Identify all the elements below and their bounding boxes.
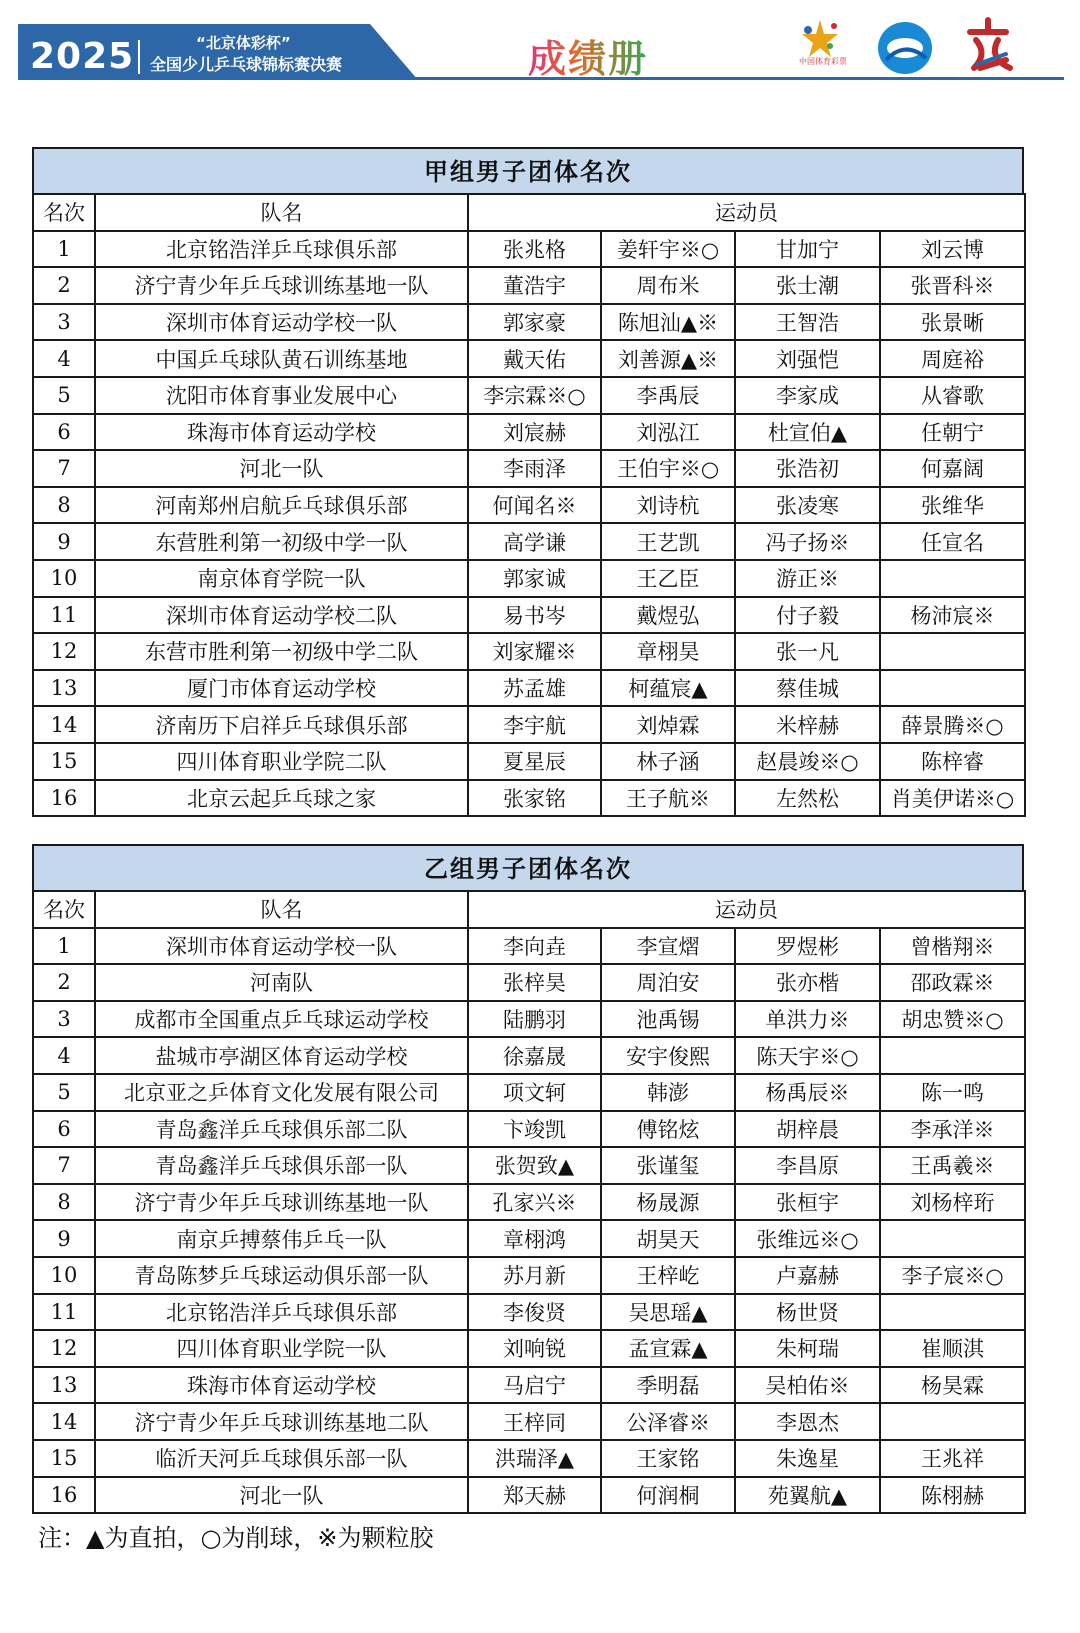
player-cell: 杨昊霖 xyxy=(880,1367,1025,1404)
sports-lottery-logo-icon xyxy=(790,16,850,76)
rank-header: 名次 xyxy=(33,194,95,231)
rank-cell: 15 xyxy=(33,743,95,780)
table-row xyxy=(33,1074,1025,1111)
rank-cell: 4 xyxy=(33,340,95,377)
player-cell: 王兆祥 xyxy=(880,1440,1025,1477)
team-name-cell: 北京亚之乒体育文化发展有限公司 xyxy=(95,1074,468,1111)
player-cell: 柯蕴宸▲ xyxy=(601,670,735,707)
player-cell: 任宣名 xyxy=(880,523,1025,560)
team-name-cell: 北京云起乒乓球之家 xyxy=(95,780,468,817)
player-cell: 季明磊 xyxy=(601,1367,735,1404)
table-row xyxy=(33,267,1025,304)
table-row xyxy=(33,450,1025,487)
table-row xyxy=(33,1403,1025,1440)
player-cell: 张贺致▲ xyxy=(468,1147,601,1184)
rank-cell: 13 xyxy=(33,670,95,707)
table-row xyxy=(33,1294,1025,1331)
player-cell: 何嘉阔 xyxy=(880,450,1025,487)
player-cell: 王家铭 xyxy=(601,1440,735,1477)
player-cell: 周庭裕 xyxy=(880,340,1025,377)
player-cell: 刘云博 xyxy=(880,231,1025,268)
table-row xyxy=(33,1220,1025,1257)
player-cell: 池禹锡 xyxy=(601,1001,735,1038)
player-cell: 安宇俊熙 xyxy=(601,1037,735,1074)
player-cell: 李承洋※ xyxy=(880,1111,1025,1148)
table-row xyxy=(33,231,1025,268)
table-row xyxy=(33,560,1025,597)
table-row xyxy=(33,928,1025,965)
player-cell: 姜轩宇※○ xyxy=(601,231,735,268)
rank-cell: 4 xyxy=(33,1037,95,1074)
player-cell: 公泽睿※ xyxy=(601,1403,735,1440)
player-cell: 周泊安 xyxy=(601,964,735,1001)
table-row xyxy=(33,1477,1025,1514)
group-b-table xyxy=(32,890,1026,1514)
player-cell xyxy=(880,560,1025,597)
legend-note: 注：▲为直拍，○为削球，※为颗粒胶 xyxy=(38,1524,434,1552)
event-cup-name: “北京体彩杯” xyxy=(196,34,291,52)
group-a-section xyxy=(32,147,1024,817)
player-cell: 韩澎 xyxy=(601,1074,735,1111)
team-name-cell: 济宁青少年乒乓球训练基地二队 xyxy=(95,1403,468,1440)
player-cell: 董浩宇 xyxy=(468,267,601,304)
table-row xyxy=(33,414,1025,451)
player-cell: 卞竣凯 xyxy=(468,1111,601,1148)
table-row xyxy=(33,964,1025,1001)
team-name-cell: 深圳市体育运动学校二队 xyxy=(95,597,468,634)
player-cell: 陈栩赫 xyxy=(880,1477,1025,1514)
player-cell: 张晋科※ xyxy=(880,267,1025,304)
player-cell: 任朝宁 xyxy=(880,414,1025,451)
table-row xyxy=(33,1367,1025,1404)
player-cell: 王乙臣 xyxy=(601,560,735,597)
player-cell: 张一凡 xyxy=(735,633,880,670)
player-cell: 陈梓睿 xyxy=(880,743,1025,780)
team-name-cell: 南京体育学院一队 xyxy=(95,560,468,597)
player-cell: 项文轲 xyxy=(468,1074,601,1111)
rank-cell: 5 xyxy=(33,377,95,414)
rank-cell: 14 xyxy=(33,706,95,743)
team-name-cell: 北京铭浩洋乒乓球俱乐部 xyxy=(95,1294,468,1331)
player-cell: 张士潮 xyxy=(735,267,880,304)
rank-cell: 12 xyxy=(33,1330,95,1367)
player-cell: 李昌原 xyxy=(735,1147,880,1184)
rank-cell: 3 xyxy=(33,1001,95,1038)
player-cell: 陆鹏羽 xyxy=(468,1001,601,1038)
player-cell: 戴天佑 xyxy=(468,340,601,377)
player-cell: 刘家耀※ xyxy=(468,633,601,670)
group-a-title: 甲组男子团体名次 xyxy=(32,147,1024,193)
player-cell: 张谨玺 xyxy=(601,1147,735,1184)
player-cell: 李家成 xyxy=(735,377,880,414)
player-cell xyxy=(880,1403,1025,1440)
player-cell: 孔家兴※ xyxy=(468,1184,601,1221)
rank-cell: 2 xyxy=(33,964,95,1001)
player-cell: 崔顺淇 xyxy=(880,1330,1025,1367)
table-row xyxy=(33,706,1025,743)
player-cell: 朱柯瑞 xyxy=(735,1330,880,1367)
team-name-cell: 四川体育职业学院二队 xyxy=(95,743,468,780)
player-cell: 游正※ xyxy=(735,560,880,597)
player-cell: 胡梓晨 xyxy=(735,1111,880,1148)
header-banner xyxy=(18,14,1064,86)
player-cell: 刘强恺 xyxy=(735,340,880,377)
player-cell: 吴柏佑※ xyxy=(735,1367,880,1404)
player-cell: 王子航※ xyxy=(601,780,735,817)
player-cell: 刘诗杭 xyxy=(601,487,735,524)
player-cell xyxy=(880,1220,1025,1257)
player-cell: 王智浩 xyxy=(735,304,880,341)
player-cell: 张桓宇 xyxy=(735,1184,880,1221)
player-cell: 林子涵 xyxy=(601,743,735,780)
player-cell: 杨禹辰※ xyxy=(735,1074,880,1111)
player-cell: 李俊贤 xyxy=(468,1294,601,1331)
player-cell: 王梓屹 xyxy=(601,1257,735,1294)
player-cell: 付子毅 xyxy=(735,597,880,634)
banner-divider-line xyxy=(398,77,1064,80)
rank-cell: 6 xyxy=(33,414,95,451)
player-cell: 陈天宇※○ xyxy=(735,1037,880,1074)
rank-header: 名次 xyxy=(33,891,95,928)
table-row xyxy=(33,340,1025,377)
table-row xyxy=(33,377,1025,414)
player-cell xyxy=(880,633,1025,670)
table-row xyxy=(33,523,1025,560)
calligraphy-emblem-icon xyxy=(958,14,1018,74)
player-cell xyxy=(880,670,1025,707)
player-cell: 何润桐 xyxy=(601,1477,735,1514)
rank-cell: 16 xyxy=(33,1477,95,1514)
player-cell: 章栩鸿 xyxy=(468,1220,601,1257)
team-name-cell: 东营市胜利第一初级中学二队 xyxy=(95,633,468,670)
team-header: 队名 xyxy=(95,194,468,231)
player-cell: 苏孟雄 xyxy=(468,670,601,707)
rank-cell: 11 xyxy=(33,597,95,634)
page-title: 成绩册 xyxy=(528,28,648,83)
player-cell: 刘善源▲※ xyxy=(601,340,735,377)
rank-cell: 3 xyxy=(33,304,95,341)
player-cell: 张景晰 xyxy=(880,304,1025,341)
table-row xyxy=(33,1330,1025,1367)
player-cell: 王艺凯 xyxy=(601,523,735,560)
rank-cell: 5 xyxy=(33,1074,95,1111)
team-name-cell: 珠海市体育运动学校 xyxy=(95,414,468,451)
event-year: 2025 xyxy=(30,36,135,77)
group-b-section xyxy=(32,844,1024,1514)
player-cell: 张维华 xyxy=(880,487,1025,524)
group-b-title: 乙组男子团体名次 xyxy=(32,844,1024,890)
rank-cell: 8 xyxy=(33,1184,95,1221)
player-cell: 朱逸星 xyxy=(735,1440,880,1477)
player-cell: 陈旭汕▲※ xyxy=(601,304,735,341)
player-cell: 赵晨竣※○ xyxy=(735,743,880,780)
rank-cell: 12 xyxy=(33,633,95,670)
player-cell: 王伯宇※○ xyxy=(601,450,735,487)
player-cell: 罗煜彬 xyxy=(735,928,880,965)
team-name-cell: 成都市全国重点乒乓球运动学校 xyxy=(95,1001,468,1038)
player-cell: 章栩昊 xyxy=(601,633,735,670)
player-cell: 张亦楷 xyxy=(735,964,880,1001)
team-name-cell: 青岛陈梦乒乓球运动俱乐部一队 xyxy=(95,1257,468,1294)
team-name-cell: 青岛鑫洋乒乓球俱乐部二队 xyxy=(95,1111,468,1148)
rank-cell: 9 xyxy=(33,1220,95,1257)
player-cell: 张兆格 xyxy=(468,231,601,268)
rank-cell: 7 xyxy=(33,450,95,487)
player-cell: 刘杨梓珩 xyxy=(880,1184,1025,1221)
group-b-header-row xyxy=(33,891,1025,928)
player-cell: 杨世贤 xyxy=(735,1294,880,1331)
team-name-cell: 中国乒乓球队黄石训练基地 xyxy=(95,340,468,377)
table-row xyxy=(33,743,1025,780)
player-cell: 苑翼航▲ xyxy=(735,1477,880,1514)
rank-cell: 1 xyxy=(33,231,95,268)
table-row xyxy=(33,1001,1025,1038)
player-cell: 李宗霖※○ xyxy=(468,377,601,414)
player-cell: 张家铭 xyxy=(468,780,601,817)
player-cell: 米梓赫 xyxy=(735,706,880,743)
player-cell: 傅铭炫 xyxy=(601,1111,735,1148)
player-cell: 郑天赫 xyxy=(468,1477,601,1514)
player-cell: 甘加宁 xyxy=(735,231,880,268)
player-cell: 戴煜弘 xyxy=(601,597,735,634)
team-header: 队名 xyxy=(95,891,468,928)
rank-cell: 7 xyxy=(33,1147,95,1184)
player-cell: 从睿歌 xyxy=(880,377,1025,414)
sports-lottery-logo-text: 中国体育彩票 xyxy=(799,57,847,66)
player-cell: 张浩初 xyxy=(735,450,880,487)
team-name-cell: 深圳市体育运动学校一队 xyxy=(95,928,468,965)
player-cell: 刘焯霖 xyxy=(601,706,735,743)
player-cell: 陈一鸣 xyxy=(880,1074,1025,1111)
group-a-header-row xyxy=(33,194,1025,231)
player-cell xyxy=(880,1294,1025,1331)
table-row xyxy=(33,487,1025,524)
rank-cell: 2 xyxy=(33,267,95,304)
team-name-cell: 河南队 xyxy=(95,964,468,1001)
player-cell: 杨沛宸※ xyxy=(880,597,1025,634)
table-row xyxy=(33,670,1025,707)
player-cell: 苏月新 xyxy=(468,1257,601,1294)
table-row xyxy=(33,1111,1025,1148)
player-cell: 王梓同 xyxy=(468,1403,601,1440)
player-cell: 张梓昊 xyxy=(468,964,601,1001)
group-a-table xyxy=(32,193,1026,817)
player-cell: 夏星辰 xyxy=(468,743,601,780)
table-row xyxy=(33,633,1025,670)
team-name-cell: 河北一队 xyxy=(95,1477,468,1514)
table-row xyxy=(33,597,1025,634)
player-cell: 何闻名※ xyxy=(468,487,601,524)
player-cell: 李子宸※○ xyxy=(880,1257,1025,1294)
event-name: 全国少儿乒乓球锦标赛决赛 xyxy=(150,55,343,74)
player-cell: 洪瑞泽▲ xyxy=(468,1440,601,1477)
rank-cell: 1 xyxy=(33,928,95,965)
team-name-cell: 深圳市体育运动学校一队 xyxy=(95,304,468,341)
team-name-cell: 北京铭浩洋乒乓球俱乐部 xyxy=(95,231,468,268)
team-name-cell: 沈阳市体育事业发展中心 xyxy=(95,377,468,414)
team-name-cell: 河南郑州启航乒乓球俱乐部 xyxy=(95,487,468,524)
player-cell: 冯子扬※ xyxy=(735,523,880,560)
player-cell: 周布米 xyxy=(601,267,735,304)
team-name-cell: 东营胜利第一初级中学一队 xyxy=(95,523,468,560)
player-cell: 李宣熠 xyxy=(601,928,735,965)
table-row xyxy=(33,304,1025,341)
team-name-cell: 青岛鑫洋乒乓球俱乐部一队 xyxy=(95,1147,468,1184)
player-cell: 张维远※○ xyxy=(735,1220,880,1257)
player-cell: 刘泓江 xyxy=(601,414,735,451)
rank-cell: 16 xyxy=(33,780,95,817)
table-tennis-association-logo-icon xyxy=(876,20,934,76)
player-cell: 李雨泽 xyxy=(468,450,601,487)
team-name-cell: 济南历下启祥乒乓球俱乐部 xyxy=(95,706,468,743)
player-cell: 徐嘉晟 xyxy=(468,1037,601,1074)
rank-cell: 14 xyxy=(33,1403,95,1440)
player-cell: 李向垚 xyxy=(468,928,601,965)
team-name-cell: 珠海市体育运动学校 xyxy=(95,1367,468,1404)
rank-cell: 13 xyxy=(33,1367,95,1404)
team-name-cell: 河北一队 xyxy=(95,450,468,487)
player-cell: 杜宣伯▲ xyxy=(735,414,880,451)
team-name-cell: 济宁青少年乒乓球训练基地一队 xyxy=(95,267,468,304)
rank-cell: 10 xyxy=(33,1257,95,1294)
player-cell: 肖美伊诺※○ xyxy=(880,780,1025,817)
player-cell: 邵政霖※ xyxy=(880,964,1025,1001)
player-cell: 单洪力※ xyxy=(735,1001,880,1038)
team-name-cell: 四川体育职业学院一队 xyxy=(95,1330,468,1367)
player-cell: 孟宣霖▲ xyxy=(601,1330,735,1367)
player-cell: 刘宸赫 xyxy=(468,414,601,451)
rank-cell: 10 xyxy=(33,560,95,597)
table-row xyxy=(33,1257,1025,1294)
player-cell: 刘响锐 xyxy=(468,1330,601,1367)
team-name-cell: 南京乒搏蔡伟乒乓一队 xyxy=(95,1220,468,1257)
team-name-cell: 临沂天河乒乓球俱乐部一队 xyxy=(95,1440,468,1477)
player-cell: 蔡佳城 xyxy=(735,670,880,707)
rank-cell: 8 xyxy=(33,487,95,524)
player-cell: 马启宁 xyxy=(468,1367,601,1404)
player-cell: 吴思瑶▲ xyxy=(601,1294,735,1331)
player-cell: 胡昊天 xyxy=(601,1220,735,1257)
player-cell: 郭家豪 xyxy=(468,304,601,341)
team-name-cell: 厦门市体育运动学校 xyxy=(95,670,468,707)
player-cell: 易书岑 xyxy=(468,597,601,634)
team-name-cell: 盐城市亭湖区体育运动学校 xyxy=(95,1037,468,1074)
player-cell: 王禹羲※ xyxy=(880,1147,1025,1184)
rank-cell: 15 xyxy=(33,1440,95,1477)
player-cell: 李禹辰 xyxy=(601,377,735,414)
player-cell: 李恩杰 xyxy=(735,1403,880,1440)
rank-cell: 11 xyxy=(33,1294,95,1331)
table-row xyxy=(33,1037,1025,1074)
table-row xyxy=(33,780,1025,817)
player-cell: 李宇航 xyxy=(468,706,601,743)
players-header: 运动员 xyxy=(468,194,1025,231)
table-row xyxy=(33,1440,1025,1477)
players-header: 运动员 xyxy=(468,891,1025,928)
player-cell: 曾楷翔※ xyxy=(880,928,1025,965)
player-cell: 高学谦 xyxy=(468,523,601,560)
player-cell: 卢嘉赫 xyxy=(735,1257,880,1294)
player-cell: 左然松 xyxy=(735,780,880,817)
team-name-cell: 济宁青少年乒乓球训练基地一队 xyxy=(95,1184,468,1221)
table-row xyxy=(33,1147,1025,1184)
banner-separator xyxy=(138,40,140,74)
player-cell: 杨晟源 xyxy=(601,1184,735,1221)
rank-cell: 6 xyxy=(33,1111,95,1148)
player-cell xyxy=(880,1037,1025,1074)
player-cell: 胡忠赞※○ xyxy=(880,1001,1025,1038)
rank-cell: 9 xyxy=(33,523,95,560)
table-row xyxy=(33,1184,1025,1221)
player-cell: 郭家诚 xyxy=(468,560,601,597)
player-cell: 张凌寒 xyxy=(735,487,880,524)
player-cell: 薛景腾※○ xyxy=(880,706,1025,743)
